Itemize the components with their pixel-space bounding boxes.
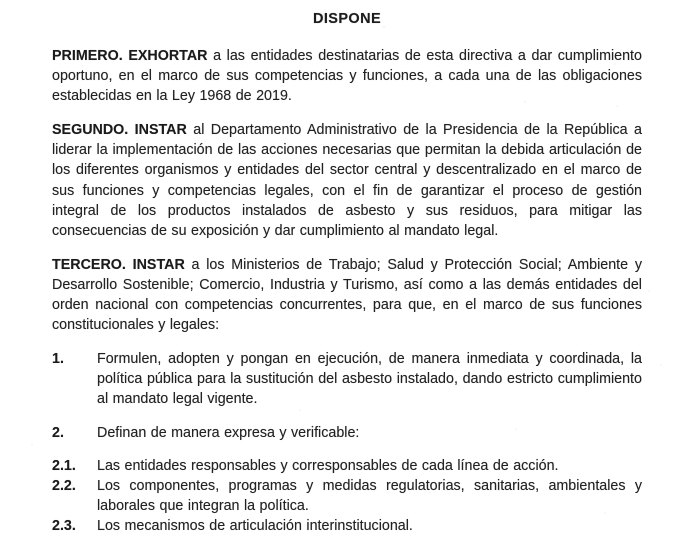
list-item-2-number: 2. (52, 424, 64, 441)
paragraph-segundo (52, 120, 642, 241)
scan-noise-speckles (0, 0, 2, 2)
list-item-2-3-number: 2.3. (52, 517, 76, 534)
list-item-2-1-text: Las entidades responsables y corresponsables de cada línea de acción. (97, 457, 559, 474)
paragraph-tercero-text: a los Ministerios de Trabajo; Salud y Protección Social; Ambiente y Desarrollo Sostenible; Comercio, Industria y Turismo, así como a las demás entidades del orden nacional con competencias concurrentes, para que, en el marco de sus funciones constitucionales y legales: (52, 256, 642, 334)
document-title: DISPONE (312, 11, 382, 27)
paragraph-tercero (52, 255, 642, 335)
list-item-1 (52, 349, 642, 409)
paragraph-segundo-text: al Departamento Administrativo de la Presidencia de la República a liderar la implementación de las acciones necesarias que permitan la debida articulación de los diferentes organismos y entidades del sector central y descentralizado en el marco de sus funciones y competencias legales, con el fin de garantizar el proceso de gestión integral de los productos instalados de asbesto y sus residuos, para mitigar las consecuencias de su exposición y dar cumplimiento al mandato legal. (52, 122, 642, 239)
list-item-2-2-text: Los componentes, programas y medidas regulatorias, sanitarias, ambientales y laborales que integran la política. (97, 477, 642, 514)
paragraph-primero-text: a las entidades destinatarias de esta directiva a dar cumplimiento oportuno, en el marco de sus competencias y funciones, a cada una de las obligaciones establecidas en la Ley 1968 de 2019. (52, 48, 642, 105)
paragraph-tercero-lead: TERCERO. INSTAR (52, 256, 185, 273)
list-item-2-1 (52, 456, 642, 476)
list-item-2 (52, 423, 642, 443)
paragraph-primero (52, 46, 642, 106)
paragraph-primero-lead: PRIMERO. EXHORTAR (52, 48, 208, 64)
list-item-1-text: Formulen, adopten y pongan en ejecución, de manera inmediata y coordinada, la política pública para la sustitución del asbesto instalado, dando estricto cumplimiento al mandato legal vigente. (97, 351, 642, 408)
list-item-2-2 (52, 476, 642, 516)
list-item-2-text: Definan de manera expresa y verificable: (97, 424, 360, 441)
list-item-2-2-number: 2.2. (52, 477, 76, 494)
list-item-2-3 (52, 516, 642, 536)
list-item-2-3-text: Los mecanismos de articulación interinstitucional. (97, 517, 413, 534)
numbered-list (52, 349, 642, 536)
list-item-2-1-number: 2.1. (52, 457, 76, 474)
list-item-1-number: 1. (52, 351, 64, 368)
paragraph-segundo-lead: SEGUNDO. INSTAR (52, 122, 187, 139)
